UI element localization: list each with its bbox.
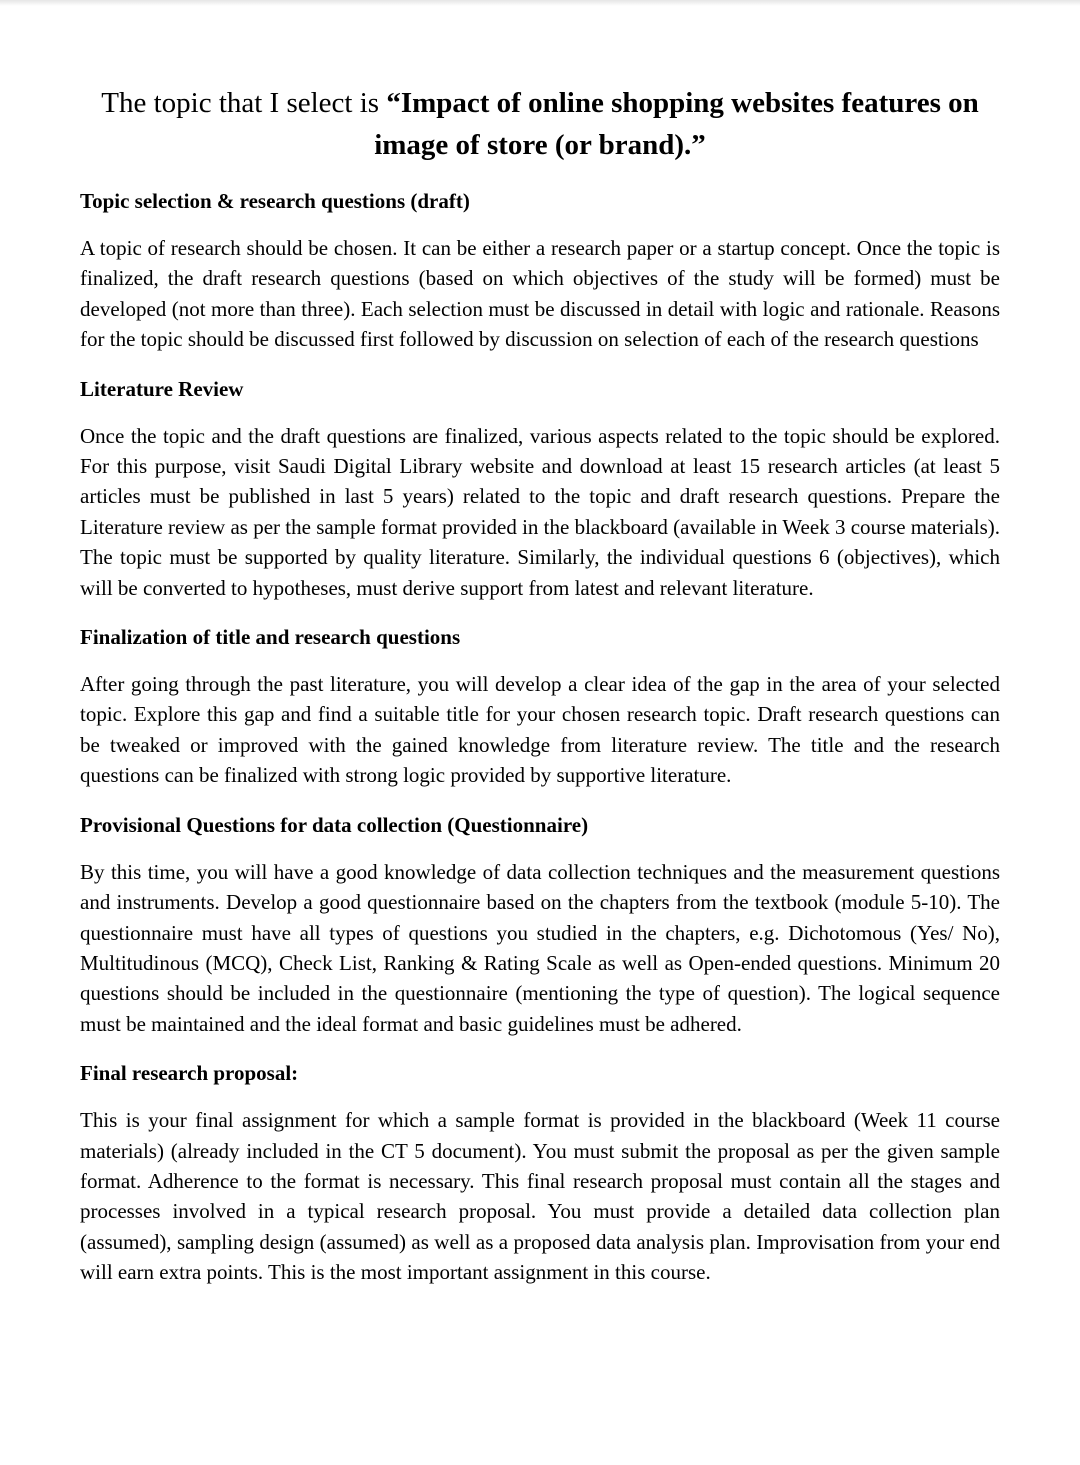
section-body-topic-selection: A topic of research should be chosen. It can be either a research paper or a startup concept. Once the topic is finalized, the draft research questions (based on which objectives of the study will be formed) must be developed (not more than three). Each selection must be discussed in detail with logic and rationale. Reasons for the topic should be discussed first followed by discussion on selection of each of the research questions [80, 236, 1000, 352]
section-heading-questionnaire: Provisional Questions for data collection (Questionnaire) [80, 812, 589, 837]
document-page [80, 82, 1000, 1307]
section-body-questionnaire: By this time, you will have a good knowledge of data collection techniques and the measurement questions and instruments. Develop a good questionnaire based on the chapters from the textbook (module 5-10). The questionnaire must have all types of questions you studied in the chapters, e.g. Dichotomous (Yes/ No), Multitudinous (MCQ), Check List, Ranking & Rating Scale as well as Open-ended questions. Minimum 20 questions should be included in the questionnaire (mentioning the type of question). The logical sequence must be maintained and the ideal format and basic guidelines must be adhered. [80, 859, 1000, 1036]
title-topic: “Impact of online shopping websites features on image of store (or brand).” [374, 87, 979, 161]
section-heading-finalization: Finalization of title and research questions [80, 625, 461, 650]
section-body-literature-review: Once the topic and the draft questions are finalized, various aspects related to the topic should be explored. For this purpose, visit Saudi Digital Library website and download at least 15 research articles (at least 5 articles must be published in last 5 years) related to the topic and draft research questions. Prepare the Literature review as per the sample format provided in the blackboard (available in Week 3 course materials). The topic must be supported by quality literature. Similarly, the individual questions 6 (objectives), which will be converted to hypotheses, must derive support from latest and relevant literature. [80, 423, 1000, 600]
page-top-shadow [0, 0, 1080, 6]
document-title [80, 82, 1000, 166]
title-lead: The topic that I select is [101, 87, 387, 119]
section-body-finalization: After going through the past literature, you will develop a clear idea of the gap in the area of your selected topic. Explore this gap and find a suitable title for your chosen research topic. Draft research questions can be tweaked or improved with the gained knowledge from literature review. The title and the research questions can be finalized with strong logic provided by supportive literature. [80, 672, 1000, 788]
section-heading-literature-review: Literature Review [80, 376, 244, 401]
section-heading-final-proposal: Final research proposal: [80, 1061, 299, 1086]
section-heading-topic-selection: Topic selection & research questions (draft) [80, 189, 470, 213]
section-body-final-proposal: This is your final assignment for which a sample format is provided in the blackboard (Week 11 course materials) (already included in the CT 5 document). You must submit the proposal as per the given sample format. Adherence to the format is necessary. This final research proposal must contain all the stages and processes involved in a typical research proposal. You must provide a detailed data collection plan (assumed), sampling design (assumed) as well as a proposed data analysis plan. Improvisation from your end will earn extra points. This is the most important assignment in this course. [80, 1108, 1000, 1285]
